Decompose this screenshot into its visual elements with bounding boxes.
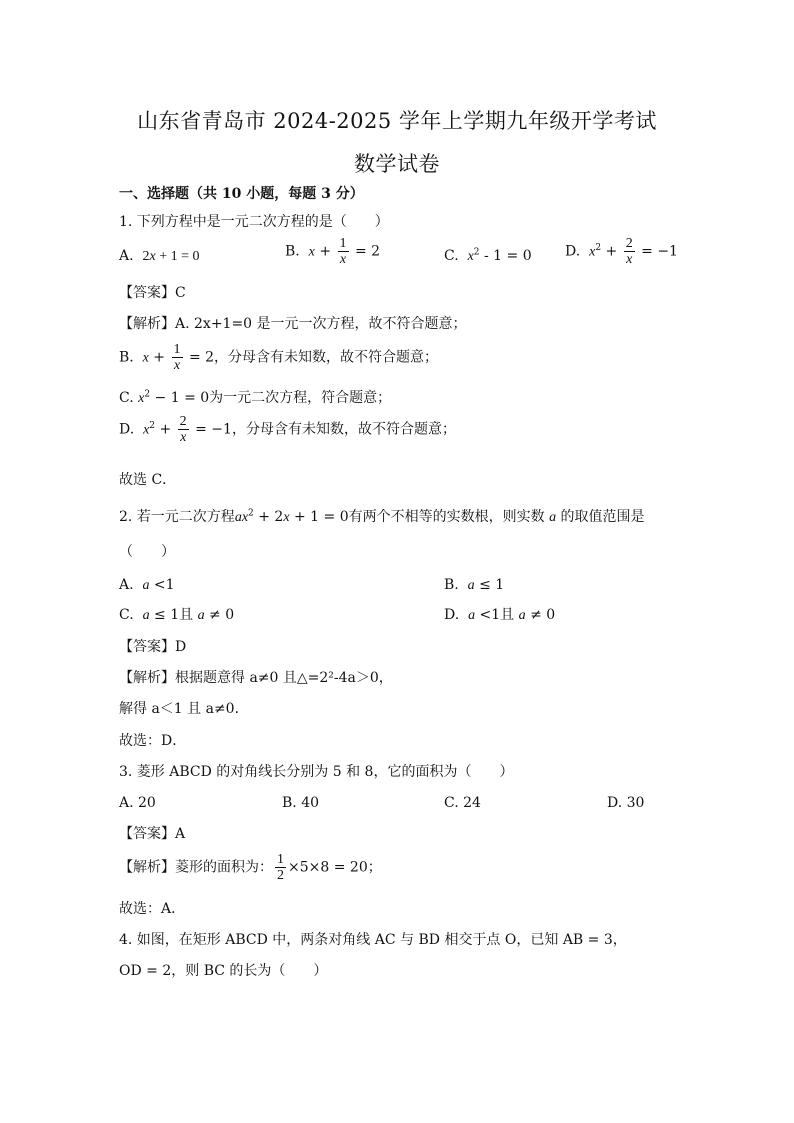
q2-conclusion: 故选：D． — [119, 733, 187, 749]
q3-option-b: B. 40 — [282, 795, 320, 811]
q3-option-c: C. 24 — [444, 795, 481, 811]
q1-analysis-3: C. $x^2 - 1 = 0$为一元二次方程，符合题意； — [119, 389, 392, 406]
q1-option-b: B. x + $\frac{1}{x}$ = 2 — [285, 236, 381, 267]
q1-option-d: D. $x^2$ + $\frac{2}{x}$ = −1 — [565, 236, 678, 267]
q1-stem: 1. 下列方程中是一元二次方程的是（ ） — [119, 214, 389, 230]
exam-title: 山东省青岛市 2024-2025 学年上学期九年级开学考试 — [137, 109, 657, 133]
q1-analysis-1: 【解析】A. 2x+1=0 是一元一次方程，故不符合题意； — [119, 316, 467, 332]
q2-answer: 【答案】D — [119, 639, 187, 655]
q4-stem-line1: 4. 如图，在矩形 ABCD 中，两条对角线 AC 与 BD 相交于点 O，已知 AB = 3， — [119, 932, 627, 948]
q3-conclusion: 故选：A． — [119, 901, 186, 917]
q4-stem-line2: OD = 2，则 BC 的长为（ ） — [119, 963, 328, 979]
q3-stem: 3. 菱形 ABCD 的对角线长分别为 5 和 8，它的面积为（ ） — [119, 764, 514, 780]
q3-answer: 【答案】A — [119, 826, 186, 842]
q2-stem: 2. 若一元二次方程$ax^2 + 2x + 1 = 0$有两个不相等的实数根，则实数 a 的取值范围是 — [119, 508, 645, 525]
q2-option-b: B. a ≤ 1 — [444, 577, 505, 593]
q2-stem-parens: （ ） — [119, 544, 175, 560]
q3-option-d: D. 30 — [607, 795, 645, 811]
section-heading: 一、选择题（共 10 小题，每题 3 分） — [119, 186, 364, 202]
q2-analysis: 【解析】根据题意得 a≠0 且△=2²-4a＞0， — [119, 670, 393, 686]
q1-answer: 【答案】C — [119, 285, 186, 301]
q3-analysis: 【解析】菱形的面积为： $\frac{1}{2}$ ×5×8 = 20； — [119, 852, 382, 883]
q2-option-a: A. a <1 — [119, 577, 175, 593]
q3-option-a: A. 20 — [119, 795, 156, 811]
q2-analysis-2: 解得 a＜1 且 a≠0． — [119, 701, 249, 717]
exam-subtitle: 数学试卷 — [354, 152, 440, 176]
q1-conclusion: 故选 C． — [119, 472, 177, 488]
q2-option-d: D. a <1且 a ≠ 0 — [444, 607, 556, 623]
q1-option-a: A. 2x + 1 = 0 — [119, 248, 200, 264]
q1-analysis-2: B. x + $\frac{1}{x}$ = 2，分母含有未知数，故不符合题意； — [119, 342, 439, 373]
q1-option-c: C. $x^2 - 1 = 0$ — [444, 247, 532, 264]
q2-option-c: C. a ≤ 1且 a ≠ 0 — [119, 607, 235, 623]
q1-analysis-4: D. $x^2$ + $\frac{2}{x}$ = −1，分母含有未知数，故不符合题意； — [119, 414, 456, 445]
